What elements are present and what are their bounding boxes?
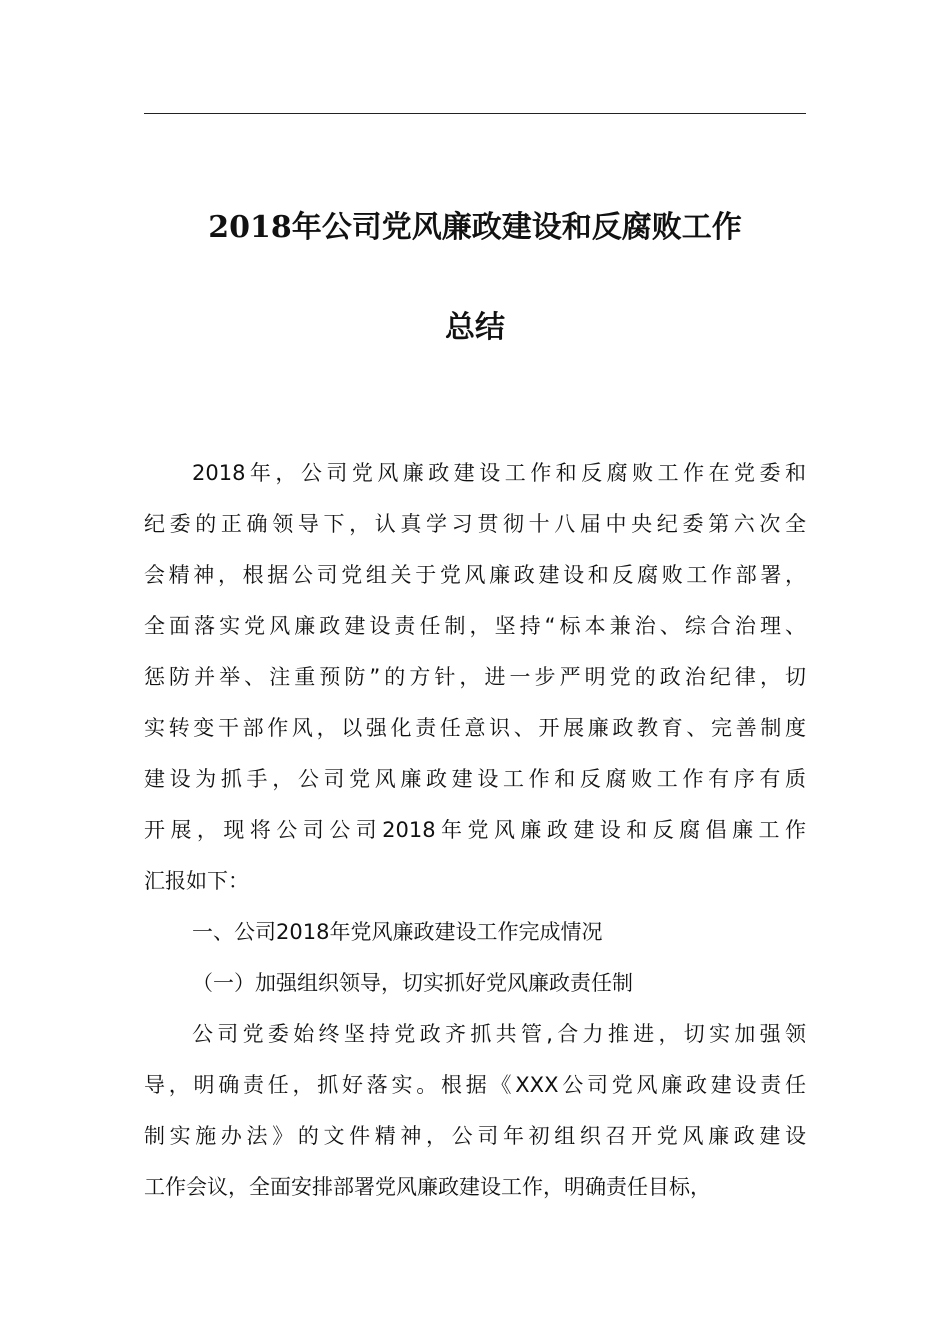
- intro-paragraph-line: 实转变干部作风，以强化责任意识、开展廉政教育、完善制度: [144, 716, 806, 740]
- intro-paragraph-line: 纪委的正确领导下，认真学习贯彻十八届中央纪委第六次全: [144, 512, 806, 536]
- intro-paragraph-line: 2018年，公司党风廉政建设工作和反腐败工作在党委和: [192, 461, 806, 485]
- section-heading-1-line: 一、公司2018年党风廉政建设工作完成情况: [192, 920, 603, 944]
- subsection-1-paragraph-line: 制实施办法》的文件精神，公司年初组织召开党风廉政建设: [144, 1124, 806, 1148]
- document-title-line-2: 总结: [445, 310, 505, 345]
- subsection-1-paragraph-line: 公司党委始终坚持党政齐抓共管,合力推进，切实加强领: [192, 1022, 806, 1046]
- intro-paragraph-line: 全面落实党风廉政建设责任制，坚持“标本兼治、综合治理、: [144, 614, 806, 638]
- intro-paragraph-line: 汇报如下：: [144, 869, 249, 893]
- header-rule: [144, 113, 806, 114]
- document-title-line-1: 2018年公司党风廉政建设和反腐败工作: [208, 210, 742, 245]
- intro-paragraph-line: 开展，现将公司公司2018年党风廉政建设和反腐倡廉工作: [144, 818, 806, 842]
- subsection-1-paragraph-line: 导，明确责任，抓好落实。根据《XXX公司党风廉政建设责任: [144, 1073, 806, 1097]
- intro-paragraph-line: 会精神，根据公司党组关于党风廉政建设和反腐败工作部署，: [144, 563, 806, 587]
- intro-paragraph-line: 建设为抓手，公司党风廉政建设工作和反腐败工作有序有质: [144, 767, 806, 791]
- subsection-1-paragraph-line: 工作会议，全面安排部署党风廉政建设工作，明确责任目标，: [144, 1175, 711, 1199]
- intro-paragraph-line: 惩防并举、注重预防”的方针，进一步严明党的政治纪律，切: [144, 665, 806, 689]
- subsection-heading-1-line: （一）加强组织领导，切实抓好党风廉政责任制: [192, 971, 633, 995]
